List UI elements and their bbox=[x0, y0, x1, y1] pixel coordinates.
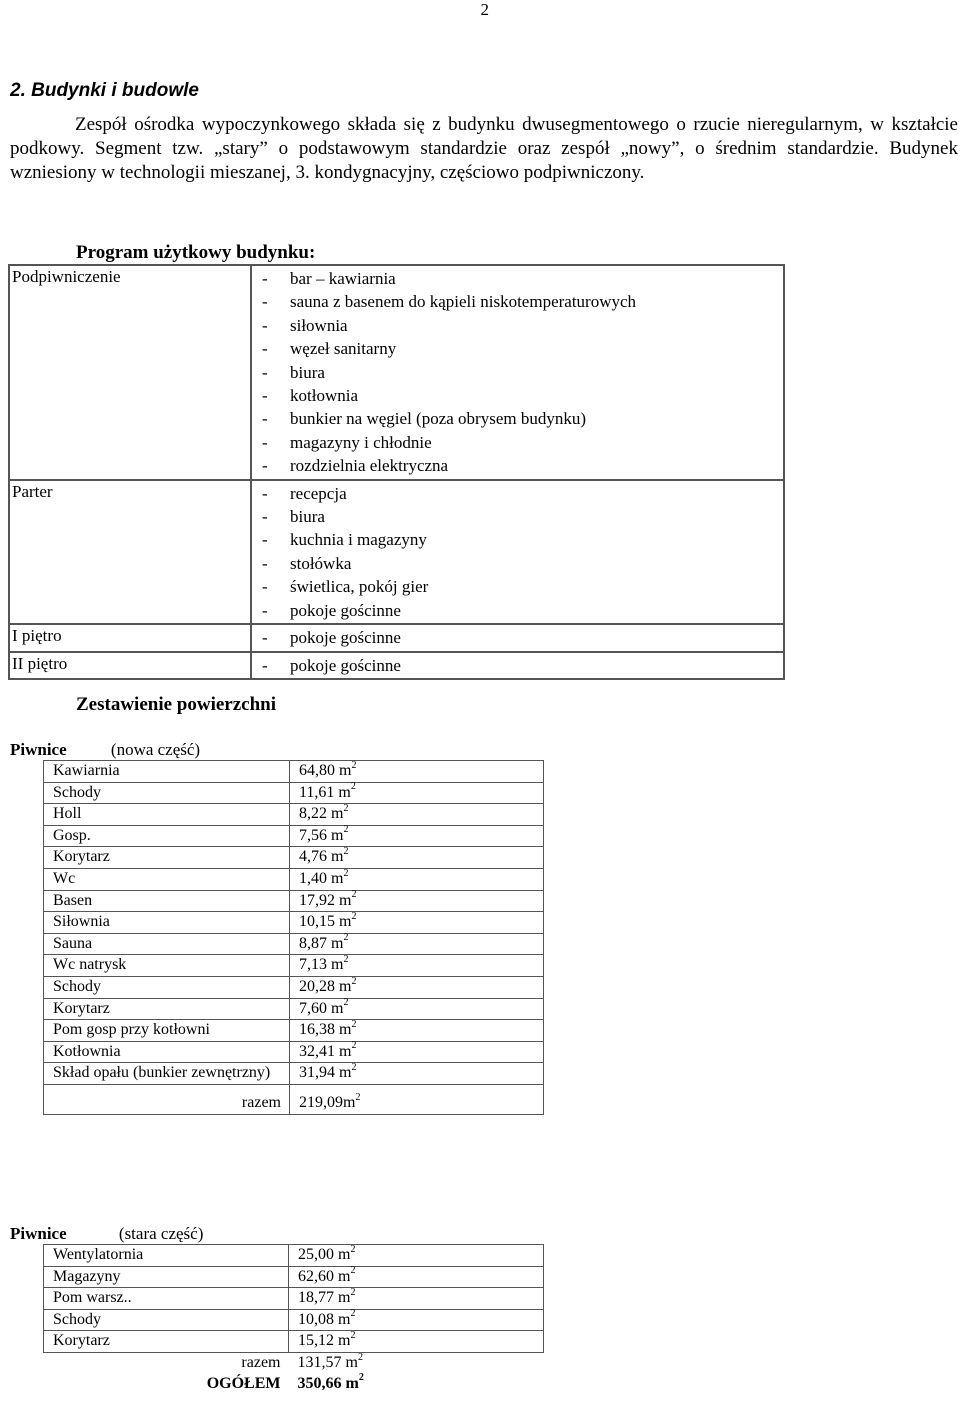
area-unit-exponent: 2 bbox=[350, 1265, 356, 1277]
old-part-title: Piwnice bbox=[10, 1224, 67, 1243]
area-row bbox=[44, 933, 544, 955]
area-unit-exponent: 2 bbox=[351, 889, 357, 901]
area-row bbox=[44, 761, 544, 783]
room-item bbox=[262, 575, 781, 598]
area-name-cell: Schody bbox=[44, 976, 290, 998]
old-part-subtitle: (stara część) bbox=[118, 1224, 204, 1243]
intro-text: Zespół ośrodka wypoczynkowego składa się z budynku dwusegmentowego o rzucie nieregularnym, w kształcie podkowy. Segment tzw. „stary” o podstawowym standardzie oraz zespół „nowy”, o średnim standardzie. Budynek wzniesiony w technologii mieszanej, 3. kondygnacyjny, częściowo podpiwniczony. bbox=[10, 114, 958, 183]
intro-paragraph bbox=[10, 113, 958, 185]
new-part-table bbox=[43, 760, 544, 1115]
area-value: 7,60 bbox=[299, 999, 327, 1017]
area-value-cell bbox=[290, 998, 544, 1020]
room-item bbox=[262, 361, 781, 384]
room-dash: - bbox=[262, 655, 268, 675]
room-dash: - bbox=[262, 577, 268, 597]
area-value-cell bbox=[290, 847, 544, 869]
area-total-value-cell bbox=[290, 1084, 544, 1114]
area-total-label: razem bbox=[241, 1353, 281, 1371]
area-value-cell bbox=[289, 1309, 544, 1331]
room-name: bunkier na węgiel (poza obrysem budynku) bbox=[290, 409, 586, 429]
room-name: świetlica, pokój gier bbox=[290, 577, 429, 597]
floor-cell: Podpiwniczenie bbox=[9, 265, 251, 480]
area-unit-exponent: 2 bbox=[355, 1091, 361, 1103]
area-row bbox=[44, 1309, 544, 1331]
area-row bbox=[44, 782, 544, 804]
area-total-row bbox=[44, 1374, 544, 1395]
area-value-cell bbox=[289, 1245, 544, 1267]
area-name-cell: Korytarz bbox=[44, 1331, 289, 1353]
area-unit: m bbox=[338, 1310, 351, 1328]
area-unit-exponent: 2 bbox=[350, 1286, 356, 1298]
old-part-table bbox=[43, 1244, 544, 1394]
area-unit-exponent: 2 bbox=[350, 1243, 356, 1255]
area-unit: m bbox=[338, 1332, 351, 1350]
area-unit-exponent: 2 bbox=[358, 1372, 364, 1384]
area-unit-exponent: 2 bbox=[351, 1040, 357, 1052]
area-value-cell bbox=[290, 761, 544, 783]
room-name: pokoje gościnne bbox=[290, 655, 401, 675]
area-value: 32,41 bbox=[299, 1042, 335, 1060]
area-value-cell bbox=[290, 933, 544, 955]
area-value: 25,00 bbox=[298, 1246, 334, 1263]
area-name-cell: Holl bbox=[44, 804, 290, 826]
area-total-value: 219,09m bbox=[299, 1094, 356, 1112]
area-total-row bbox=[44, 1084, 544, 1114]
rooms-cell bbox=[251, 480, 784, 624]
area-row bbox=[44, 825, 544, 847]
grand-total-label: OGÓŁEM bbox=[206, 1374, 281, 1392]
area-unit: m bbox=[339, 1021, 352, 1039]
room-name: stołówka bbox=[290, 553, 352, 573]
floor-cell: II piętro bbox=[9, 652, 251, 679]
room-name: kuchnia i magazyny bbox=[290, 530, 427, 550]
rooms-cell bbox=[251, 652, 784, 679]
room-item bbox=[262, 482, 781, 505]
room-item bbox=[262, 384, 781, 407]
area-name-cell: Sauna bbox=[44, 933, 290, 955]
room-name: biura bbox=[290, 507, 325, 527]
room-name: sauna z basenem do kąpieli niskotemperaturowych bbox=[290, 292, 637, 312]
area-value: 1,40 bbox=[299, 869, 327, 887]
area-name-cell: Schody bbox=[44, 782, 290, 804]
room-dash: - bbox=[262, 530, 268, 550]
room-item bbox=[262, 626, 781, 649]
area-unit: m bbox=[345, 1374, 359, 1392]
rooms-cell bbox=[251, 624, 784, 651]
area-value: 10,08 bbox=[298, 1310, 334, 1328]
room-dash: - bbox=[262, 362, 268, 382]
area-unit-exponent: 2 bbox=[350, 1330, 356, 1342]
area-value-cell bbox=[289, 1266, 544, 1288]
area-unit-exponent: 2 bbox=[351, 975, 357, 987]
program-heading: Program użytkowy budynku: bbox=[76, 242, 316, 263]
room-dash: - bbox=[262, 292, 268, 312]
area-value: 8,22 bbox=[299, 805, 327, 823]
area-unit: m bbox=[339, 977, 352, 995]
area-value: 8,87 bbox=[299, 934, 327, 952]
room-dash: - bbox=[262, 432, 268, 452]
room-dash: - bbox=[262, 315, 268, 335]
area-unit: m bbox=[331, 848, 344, 866]
room-item bbox=[262, 290, 781, 313]
area-unit: m bbox=[339, 1064, 352, 1082]
room-item bbox=[262, 528, 781, 551]
area-name-cell: Schody bbox=[44, 1309, 289, 1331]
room-name: biura bbox=[290, 362, 325, 382]
area-unit: m bbox=[339, 762, 352, 779]
area-row bbox=[44, 998, 544, 1020]
area-unit-exponent: 2 bbox=[343, 997, 349, 1009]
room-item bbox=[262, 431, 781, 454]
rooms-cell bbox=[251, 265, 784, 480]
area-value: 31,94 bbox=[299, 1064, 335, 1082]
room-dash: - bbox=[262, 269, 268, 288]
room-item bbox=[262, 599, 781, 622]
room-dash: - bbox=[262, 456, 268, 476]
area-value: 131,57 bbox=[297, 1353, 342, 1371]
area-unit-exponent: 2 bbox=[351, 910, 357, 922]
area-row bbox=[44, 1245, 544, 1267]
section-heading: 2. Budynki i budowle bbox=[10, 80, 199, 101]
area-unit: m bbox=[331, 869, 344, 887]
area-name-cell: Gosp. bbox=[44, 825, 290, 847]
area-unit-exponent: 2 bbox=[343, 802, 349, 814]
area-value: 7,13 bbox=[299, 956, 327, 974]
room-item bbox=[262, 314, 781, 337]
floor-cell: I piętro bbox=[9, 624, 251, 651]
area-unit-exponent: 2 bbox=[343, 846, 349, 858]
area-unit: m bbox=[339, 913, 352, 931]
area-name-cell: Siłownia bbox=[44, 912, 290, 934]
area-row bbox=[44, 890, 544, 912]
area-value-cell bbox=[289, 1331, 544, 1353]
new-part-title: Piwnice bbox=[10, 740, 67, 759]
grand-total-value-cell bbox=[289, 1374, 544, 1395]
area-row bbox=[44, 1288, 544, 1310]
room-dash: - bbox=[262, 600, 268, 620]
area-value-cell bbox=[290, 1063, 544, 1085]
area-total-row bbox=[44, 1352, 544, 1373]
room-dash: - bbox=[262, 483, 268, 503]
program-row bbox=[9, 624, 784, 651]
area-value-cell bbox=[290, 976, 544, 998]
room-name: magazyny i chłodnie bbox=[290, 432, 432, 452]
area-unit: m bbox=[338, 783, 351, 801]
area-value-cell bbox=[290, 868, 544, 890]
area-unit: m bbox=[339, 1042, 352, 1060]
area-unit-exponent: 2 bbox=[350, 781, 356, 793]
area-name-cell: Pom gosp przy kotłowni bbox=[44, 1020, 290, 1042]
area-name-cell: Wc natrysk bbox=[44, 955, 290, 977]
surfaces-heading: Zestawienie powierzchni bbox=[76, 694, 277, 715]
area-unit: m bbox=[331, 826, 344, 844]
room-name: bar – kawiarnia bbox=[290, 269, 396, 288]
area-value: 18,77 bbox=[298, 1289, 334, 1307]
area-total-value-cell bbox=[289, 1352, 544, 1373]
area-unit-exponent: 2 bbox=[343, 867, 349, 879]
area-value-cell bbox=[290, 955, 544, 977]
area-unit-exponent: 2 bbox=[343, 932, 349, 944]
area-name-cell: Skład opału (bunkier zewnętrzny) bbox=[44, 1063, 290, 1085]
room-dash: - bbox=[262, 553, 268, 573]
room-dash: - bbox=[262, 409, 268, 429]
area-value: 17,92 bbox=[299, 891, 335, 909]
program-table bbox=[8, 264, 785, 680]
room-item bbox=[262, 654, 781, 677]
area-unit: m bbox=[331, 956, 344, 974]
room-item bbox=[262, 267, 781, 290]
program-row bbox=[9, 265, 784, 480]
area-unit: m bbox=[331, 934, 344, 952]
room-dash: - bbox=[262, 386, 268, 406]
area-row bbox=[44, 912, 544, 934]
area-name-cell: Wentylatornia bbox=[44, 1245, 289, 1267]
room-name: recepcja bbox=[290, 483, 347, 503]
area-value: 11,61 bbox=[299, 783, 335, 801]
area-unit-exponent: 2 bbox=[351, 1018, 357, 1030]
new-part-label bbox=[10, 740, 200, 760]
program-row bbox=[9, 652, 784, 679]
area-unit: m bbox=[331, 999, 344, 1017]
area-value-cell bbox=[290, 1041, 544, 1063]
area-unit-exponent: 2 bbox=[351, 759, 357, 771]
room-name: pokoje gościnne bbox=[290, 628, 401, 648]
area-value-cell bbox=[290, 912, 544, 934]
area-name-cell: Kawiarnia bbox=[44, 761, 290, 783]
room-item bbox=[262, 505, 781, 528]
area-value-cell bbox=[290, 1020, 544, 1042]
area-name-cell: Korytarz bbox=[44, 847, 290, 869]
area-value: 4,76 bbox=[299, 848, 327, 866]
room-item bbox=[262, 454, 781, 477]
area-unit-exponent: 2 bbox=[351, 1061, 357, 1073]
area-unit: m bbox=[338, 1289, 351, 1307]
area-unit: m bbox=[345, 1353, 358, 1371]
area-unit-exponent: 2 bbox=[343, 824, 349, 836]
area-row bbox=[44, 955, 544, 977]
room-item bbox=[262, 407, 781, 430]
area-value: 7,56 bbox=[299, 826, 327, 844]
area-value-cell bbox=[290, 782, 544, 804]
room-name: rozdzielnia elektryczna bbox=[290, 456, 449, 476]
room-name: pokoje gościnne bbox=[290, 600, 401, 620]
program-row bbox=[9, 480, 784, 624]
area-name-cell: Wc bbox=[44, 868, 290, 890]
old-part-label bbox=[10, 1224, 203, 1244]
area-value: 15,12 bbox=[298, 1332, 334, 1350]
area-row bbox=[44, 868, 544, 890]
area-unit-exponent: 2 bbox=[357, 1351, 363, 1363]
room-dash: - bbox=[262, 628, 268, 648]
area-unit: m bbox=[338, 1267, 351, 1285]
area-value: 64,80 bbox=[299, 762, 335, 779]
room-name: kotłownia bbox=[290, 386, 358, 406]
area-row bbox=[44, 1266, 544, 1288]
area-value-cell bbox=[290, 890, 544, 912]
area-row bbox=[44, 847, 544, 869]
area-total-label: razem bbox=[44, 1084, 290, 1114]
area-value: 62,60 bbox=[298, 1267, 334, 1285]
new-part-subtitle: (nowa część) bbox=[110, 740, 201, 759]
room-dash: - bbox=[262, 507, 268, 527]
area-name-cell: Pom warsz.. bbox=[44, 1288, 289, 1310]
area-row bbox=[44, 1041, 544, 1063]
area-name-cell: Magazyny bbox=[44, 1266, 289, 1288]
area-value: 20,28 bbox=[299, 977, 335, 995]
room-name: węzeł sanitarny bbox=[290, 339, 397, 359]
area-row bbox=[44, 976, 544, 998]
page-number: 2 bbox=[480, 0, 489, 19]
floor-cell: Parter bbox=[9, 480, 251, 624]
room-item bbox=[262, 337, 781, 360]
area-row bbox=[44, 804, 544, 826]
area-unit-exponent: 2 bbox=[350, 1308, 356, 1320]
area-name-cell: Korytarz bbox=[44, 998, 290, 1020]
area-value: 350,66 bbox=[297, 1374, 342, 1392]
area-value-cell bbox=[290, 825, 544, 847]
area-value: 10,15 bbox=[299, 913, 335, 931]
area-row bbox=[44, 1020, 544, 1042]
area-unit: m bbox=[331, 805, 344, 823]
room-dash: - bbox=[262, 339, 268, 359]
room-item bbox=[262, 552, 781, 575]
area-row bbox=[44, 1063, 544, 1085]
area-value-cell bbox=[289, 1288, 544, 1310]
area-unit: m bbox=[338, 1246, 351, 1263]
area-name-cell: Basen bbox=[44, 890, 290, 912]
area-unit-exponent: 2 bbox=[343, 954, 349, 966]
area-value: 16,38 bbox=[299, 1021, 335, 1039]
area-unit: m bbox=[339, 891, 352, 909]
area-value-cell bbox=[290, 804, 544, 826]
room-name: siłownia bbox=[290, 315, 348, 335]
area-name-cell: Kotłownia bbox=[44, 1041, 290, 1063]
area-row bbox=[44, 1331, 544, 1353]
